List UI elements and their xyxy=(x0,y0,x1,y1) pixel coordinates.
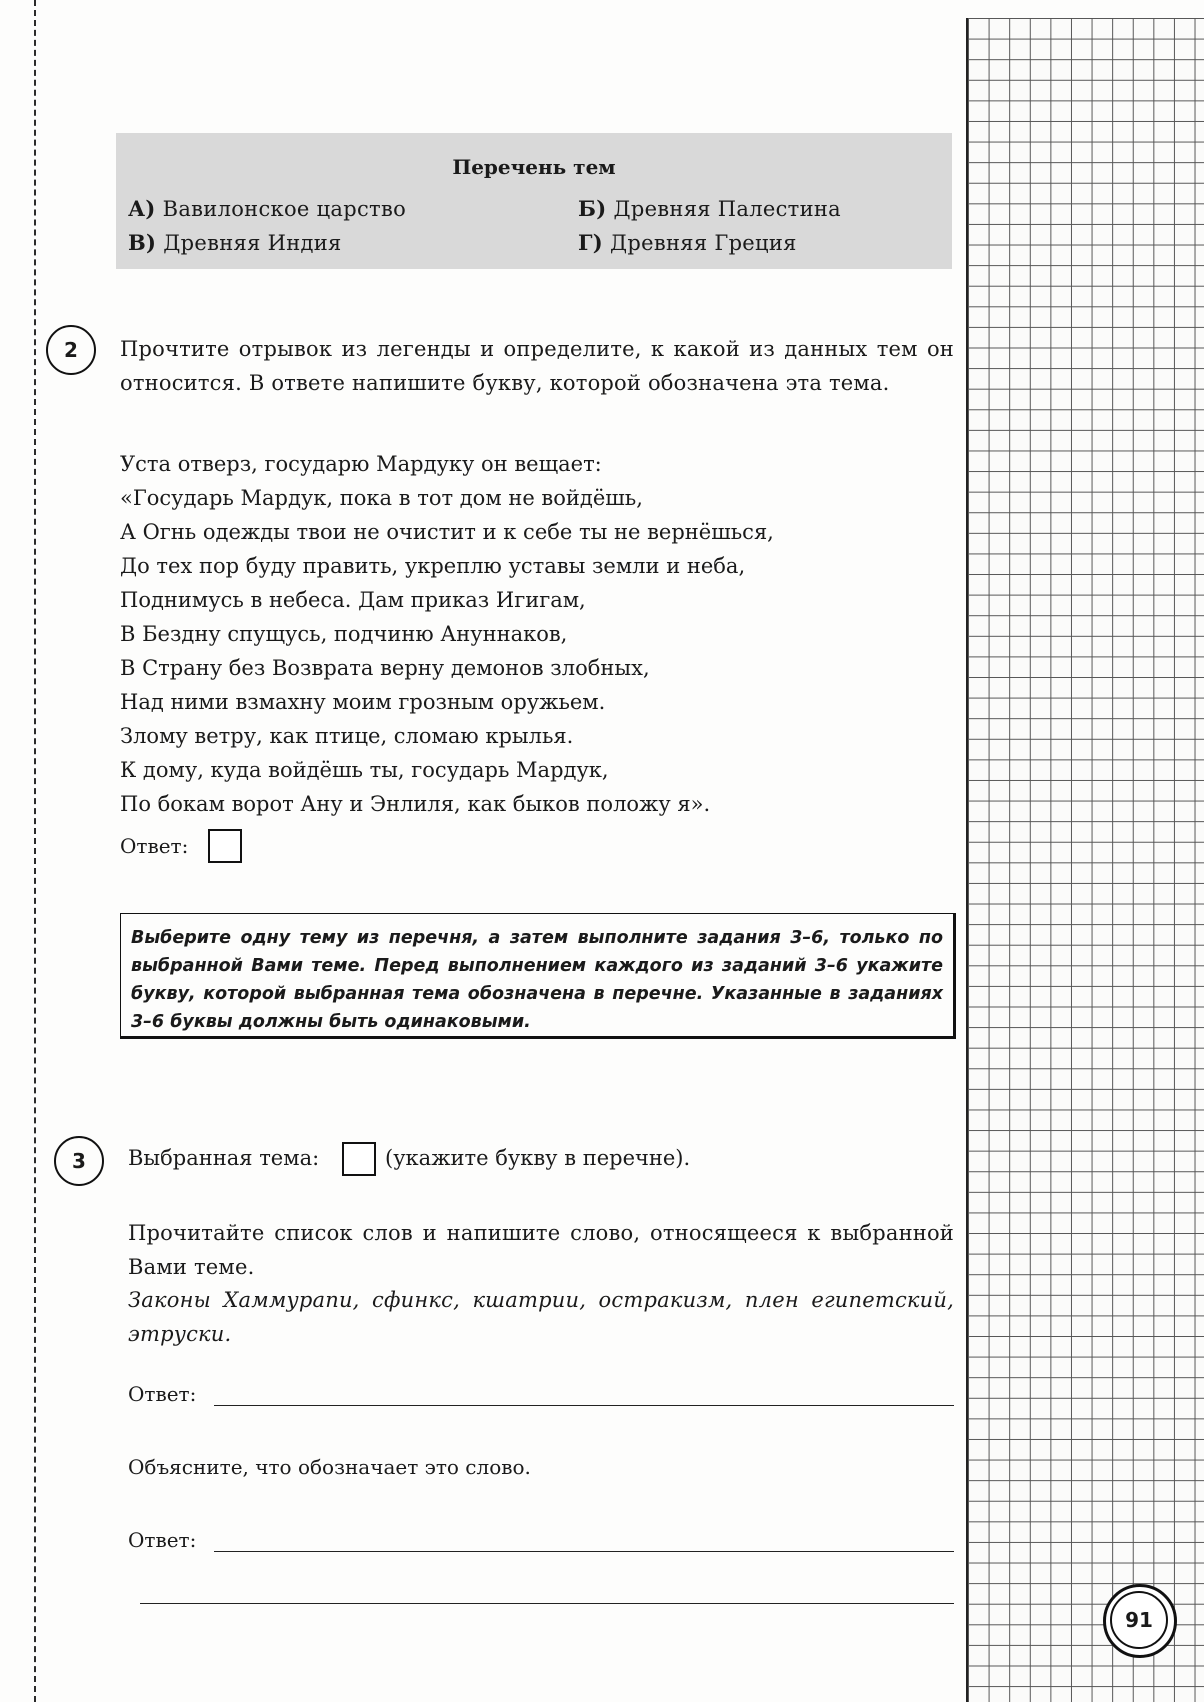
poem-line: А Огнь одежды твои не очистит и к себе ты не вернёшься, xyxy=(120,520,774,544)
poem-line: В Страну без Возврата верну демонов злобных, xyxy=(120,656,650,680)
legend-excerpt xyxy=(120,447,774,821)
poem-line: В Бездну спущусь, подчиню Ануннаков, xyxy=(120,622,568,646)
poem-line: «Государь Мардук, пока в тот дом не войдёшь, xyxy=(120,486,643,510)
q3-answer-line-3[interactable] xyxy=(140,1603,954,1604)
poem-line: Над ними взмахну моим грозным оружьем. xyxy=(120,690,606,714)
poem-line: По бокам ворот Ану и Энлиля, как быков положу я». xyxy=(120,792,711,816)
poem-line: К дому, куда войдёшь ты, государь Мардук, xyxy=(120,758,609,782)
topic-v xyxy=(128,230,342,255)
page-number: 91 xyxy=(1110,1591,1168,1649)
q3-explain: Объясните, что обозначает это слово. xyxy=(128,1455,531,1479)
q3-topic-letter-box[interactable] xyxy=(342,1142,376,1176)
instruction-box xyxy=(120,913,956,1039)
topic-letter: Б) xyxy=(578,196,607,221)
q3-answer-label-2: Ответ: xyxy=(128,1528,197,1552)
topics-title: Перечень тем xyxy=(452,155,616,179)
q3-answer-line-1[interactable] xyxy=(214,1405,954,1406)
topic-text: Вавилонское царство xyxy=(162,197,407,221)
topic-letter: А) xyxy=(128,196,156,221)
page-number-badge xyxy=(1103,1584,1177,1658)
poem-line: До тех пор буду править, укреплю уставы земли и неба, xyxy=(120,554,746,578)
instruction-text: Выберите одну тему из перечня, а затем выполните задания 3–6, только по выбранной Вами теме. Перед выполнением каждого из заданий 3–6 укажите букву, которой выбранная тема обозначена в перечне. Указанные в заданиях 3–6 буквы должны быть одинаковыми. xyxy=(131,928,943,1032)
topic-text: Древняя Палестина xyxy=(613,197,841,221)
q3-answer-line-2[interactable] xyxy=(214,1551,954,1552)
topic-text: Древняя Индия xyxy=(163,231,342,255)
q2-prompt: Прочтите отрывок из легенды и определите, к какой из данных тем он относится. В ответе напишите букву, которой обозначена эта тема. xyxy=(120,337,954,395)
topic-a xyxy=(128,196,406,221)
grid-margin xyxy=(966,18,1204,1702)
q3-word-list: Законы Хаммурапи, сфинкс, кшатрии, остракизм, плен египетский, этруски. xyxy=(128,1288,954,1346)
poem-line: Злому ветру, как птице, сломаю крылья. xyxy=(120,724,574,748)
q3-chosen-label: Выбранная тема: xyxy=(128,1146,320,1170)
q3-answer-label-1: Ответ: xyxy=(128,1382,197,1406)
topic-b xyxy=(578,196,841,221)
topics-box xyxy=(116,133,952,269)
q3-chosen-hint: (укажите букву в перечне). xyxy=(385,1146,691,1170)
topic-letter: Г) xyxy=(578,230,604,255)
q2-answer-box[interactable] xyxy=(208,829,242,863)
q3-prompt: Прочитайте список слов и напишите слово, относящееся к выбранной Вами теме. xyxy=(128,1221,954,1279)
cut-line xyxy=(34,0,36,1702)
topic-text: Древняя Греция xyxy=(610,231,797,255)
topic-letter: В) xyxy=(128,230,157,255)
q2-answer-label: Ответ: xyxy=(120,834,189,858)
question-number-3: 3 xyxy=(54,1136,104,1186)
topic-g xyxy=(578,230,797,255)
poem-line: Поднимусь в небеса. Дам приказ Игигам, xyxy=(120,588,586,612)
poem-line: Уста отверз, государю Мардуку он вещает: xyxy=(120,452,602,476)
question-number-2: 2 xyxy=(46,325,96,375)
